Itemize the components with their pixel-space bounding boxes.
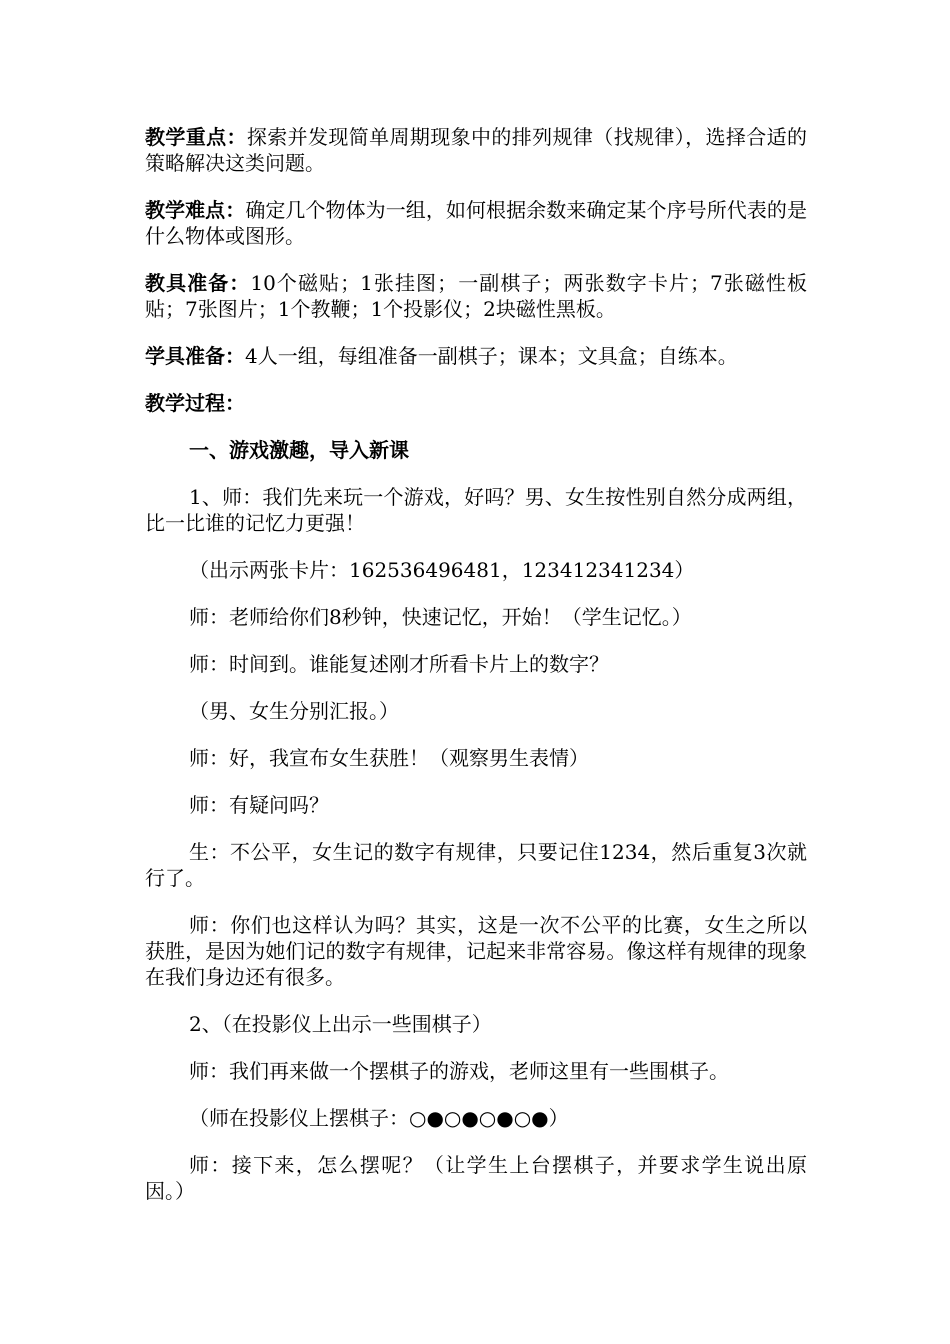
student-tools-paragraph <box>145 343 807 369</box>
process-label: 教学过程： <box>145 391 245 415</box>
body-paragraph: 师：好，我宣布女生获胜！（观察男生表情） <box>189 746 589 770</box>
section-heading: 一、游戏激趣，导入新课 <box>189 438 409 462</box>
teacher-tools-text: 10个磁贴；1张挂图；一副棋子；两张数字卡片；7张磁性板贴；7张图片；1个教鞭；1个投影仪；2块磁性黑板。 <box>145 271 808 321</box>
teacher-tools-label: 教具准备： <box>145 271 251 295</box>
body-paragraph: 师：老师给你们8秒钟，快速记忆，开始！（学生记忆。） <box>189 605 692 629</box>
body-paragraph: （师在投影仪上摆棋子：○●○●○●○●） <box>189 1106 569 1130</box>
body-paragraph: 师：时间到。谁能复述刚才所看卡片上的数字？ <box>189 652 609 676</box>
body-paragraph: 师：你们也这样认为吗？其实，这是一次不公平的比赛，女生之所以获胜，是因为她们记的数字有规律，记起来非常容易。像这样有规律的现象在我们身边还有很多。 <box>145 913 807 989</box>
body-paragraph: 生：不公平，女生记的数字有规律，只要记住1234，然后重复3次就行了。 <box>145 840 807 890</box>
body-paragraph: 1、师：我们先来玩一个游戏，好吗？男、女生按性别自然分成两组，比一比谁的记忆力更强！ <box>145 485 807 535</box>
document-page <box>145 124 807 1225</box>
key-point-label: 教学重点： <box>145 125 247 149</box>
difficulty-text: 确定几个物体为一组，如何根据余数来确定某个序号所代表的是什么物体或图形。 <box>145 198 807 248</box>
body-paragraph: 2、（在投影仪上出示一些围棋子） <box>189 1012 492 1036</box>
teacher-tools-paragraph <box>145 270 807 322</box>
key-point-text: 探索并发现简单周期现象中的排列规律（找规律），选择合适的策略解决这类问题。 <box>145 125 807 175</box>
body-paragraph: （出示两张卡片：162536496481，123412341234） <box>189 558 695 582</box>
key-point-paragraph <box>145 124 807 176</box>
body-paragraph: 师：有疑问吗？ <box>189 793 329 817</box>
difficulty-paragraph <box>145 197 807 249</box>
difficulty-label: 教学难点： <box>145 198 246 222</box>
body-paragraph: 师：接下来，怎么摆呢？（让学生上台摆棋子，并要求学生说出原因。） <box>145 1153 807 1203</box>
student-tools-text: 4人一组，每组准备一副棋子；课本；文具盒；自练本。 <box>245 344 738 368</box>
body-paragraph: 师：我们再来做一个摆棋子的游戏，老师这里有一些围棋子。 <box>189 1059 729 1083</box>
student-tools-label: 学具准备： <box>145 344 245 368</box>
body-paragraph: （男、女生分别汇报。） <box>189 699 399 723</box>
